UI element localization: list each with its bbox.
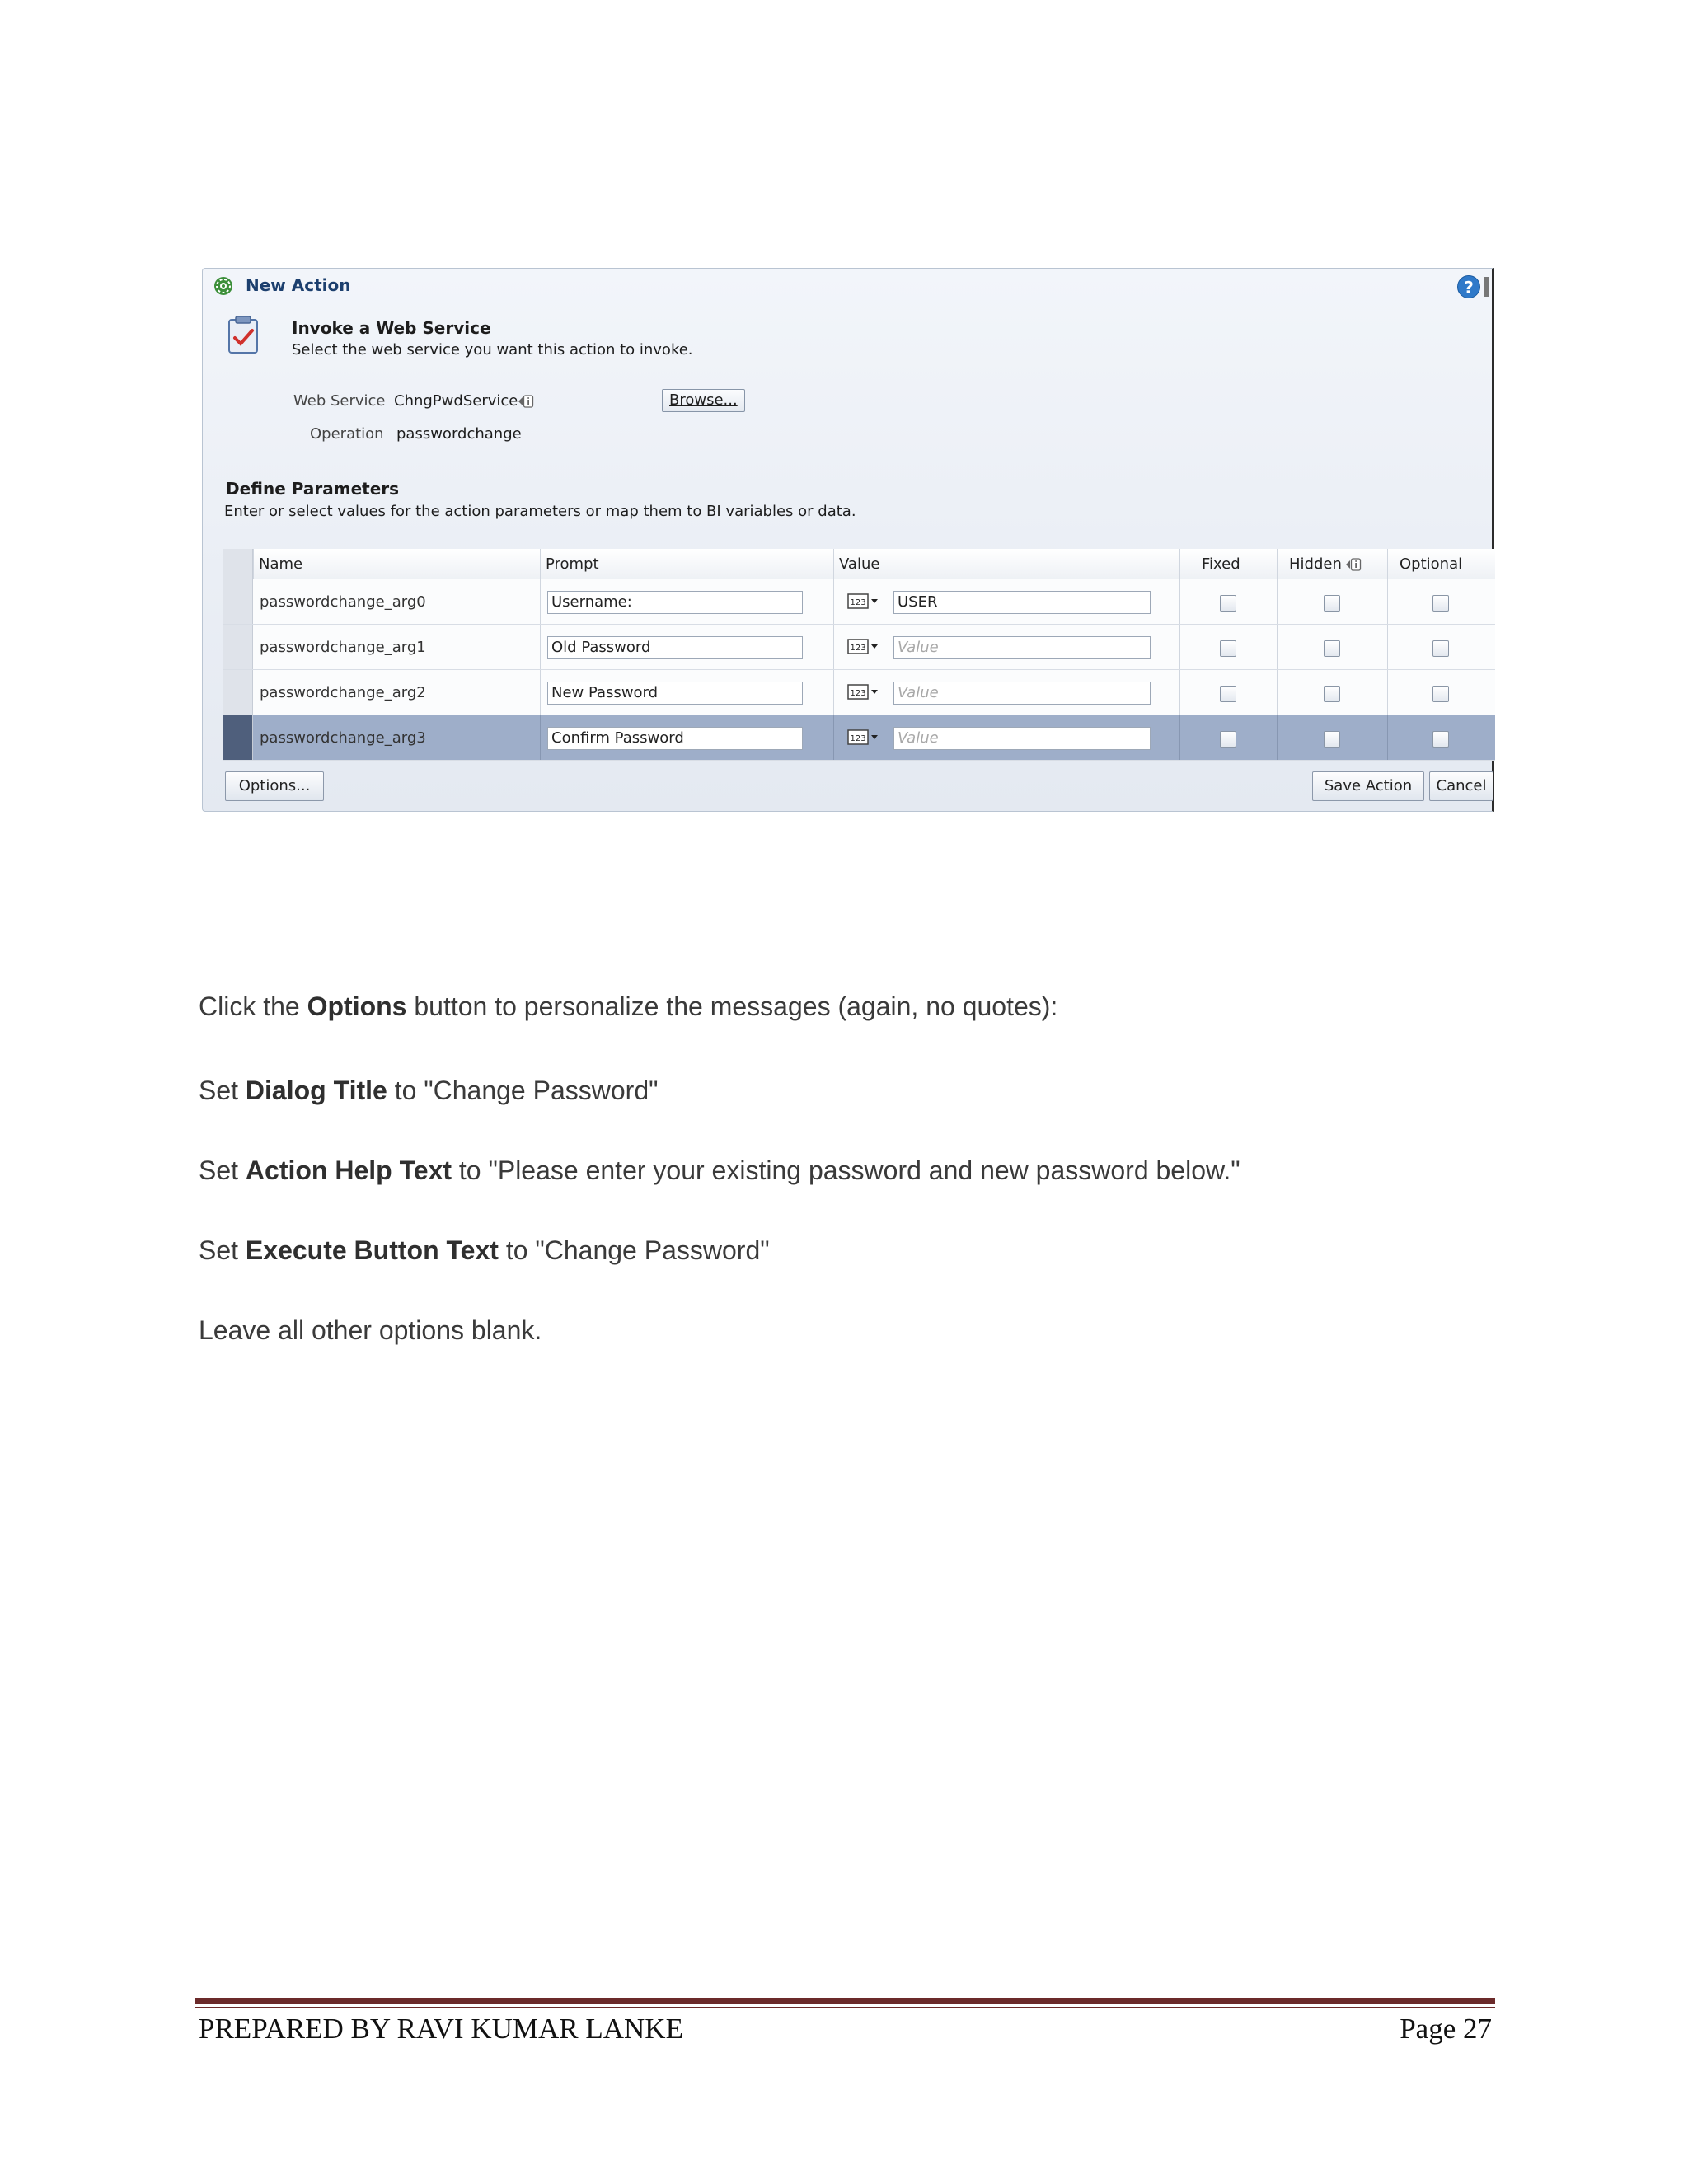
fixed-checkbox[interactable] xyxy=(1220,640,1236,657)
prompt-input[interactable]: Username: xyxy=(547,591,803,614)
row-header[interactable] xyxy=(223,670,253,715)
prompt-input[interactable]: New Password xyxy=(547,682,803,705)
value-type-dropdown-icon[interactable] xyxy=(847,729,880,747)
web-service-value: ChngPwdService xyxy=(394,392,518,410)
operation-label: Operation xyxy=(310,425,384,443)
svg-text:123: 123 xyxy=(850,598,866,607)
prompt-cell xyxy=(540,670,833,715)
column-header-optional[interactable]: Optional xyxy=(1387,549,1495,579)
options-button[interactable]: Options... xyxy=(225,771,324,801)
fixed-checkbox[interactable] xyxy=(1220,686,1236,702)
fixed-cell xyxy=(1179,625,1277,669)
name-cell: passwordchange_arg2 xyxy=(260,684,426,701)
footer-rule-thin xyxy=(195,2007,1495,2008)
browse-button[interactable]: Browse... xyxy=(662,389,745,412)
text-run: Set xyxy=(199,1235,246,1265)
text-run: Set xyxy=(199,1155,246,1185)
column-header-value[interactable]: Value xyxy=(833,549,1179,579)
optional-checkbox[interactable] xyxy=(1432,731,1449,748)
fixed-cell xyxy=(1179,715,1277,760)
name-cell: passwordchange_arg1 xyxy=(260,639,426,656)
column-header-hidden[interactable]: Hidden xyxy=(1277,549,1387,579)
value-cell xyxy=(833,579,1179,624)
text-run: Click the xyxy=(199,991,307,1021)
optional-cell xyxy=(1387,670,1495,715)
hidden-cell xyxy=(1277,579,1387,624)
row-header[interactable] xyxy=(223,715,253,760)
table-row[interactable] xyxy=(223,625,1495,670)
name-cell: passwordchange_arg0 xyxy=(260,593,426,611)
hidden-cell xyxy=(1277,715,1387,760)
gear-icon xyxy=(213,275,234,297)
table-header-row xyxy=(223,549,1495,579)
hidden-checkbox[interactable] xyxy=(1324,640,1340,657)
bold-term: Action Help Text xyxy=(245,1155,452,1185)
value-cell xyxy=(833,670,1179,715)
table-row[interactable] xyxy=(223,579,1495,625)
value-input[interactable]: Value xyxy=(893,682,1151,705)
section-title: Invoke a Web Service xyxy=(292,318,491,338)
instruction-dialog-title xyxy=(199,1076,658,1106)
instruction-help-text xyxy=(199,1155,1240,1186)
value-cell xyxy=(833,625,1179,669)
optional-cell xyxy=(1387,715,1495,760)
params-title: Define Parameters xyxy=(226,479,400,499)
bold-term: Dialog Title xyxy=(245,1076,387,1105)
hidden-checkbox[interactable] xyxy=(1324,595,1340,612)
page-number: Page 27 xyxy=(1400,2013,1492,2045)
new-action-dialog xyxy=(202,268,1494,812)
fixed-checkbox[interactable] xyxy=(1220,595,1236,612)
svg-text:123: 123 xyxy=(850,689,866,698)
cancel-button[interactable]: Cancel xyxy=(1429,771,1493,801)
info-icon[interactable] xyxy=(1345,557,1362,572)
text-run: button to personalize the messages (again, no quotes): xyxy=(406,991,1058,1021)
document-check-icon xyxy=(227,316,260,354)
section-subtitle: Select the web service you want this action to invoke. xyxy=(292,341,693,359)
column-header-prompt[interactable]: Prompt xyxy=(540,549,833,579)
value-input[interactable]: Value xyxy=(893,636,1151,659)
hidden-cell xyxy=(1277,670,1387,715)
prompt-input[interactable]: Old Password xyxy=(547,636,803,659)
dialog-title: New Action xyxy=(246,275,351,295)
optional-cell xyxy=(1387,625,1495,669)
row-header-corner xyxy=(223,549,253,579)
footer-rule xyxy=(195,1998,1495,2004)
info-icon[interactable] xyxy=(518,394,534,409)
prompt-input[interactable]: Confirm Password xyxy=(547,727,803,750)
window-edge-icon xyxy=(1484,277,1489,297)
text-run: to "Change Password" xyxy=(387,1076,659,1105)
column-header-name[interactable]: Name xyxy=(253,549,540,579)
prompt-cell xyxy=(540,625,833,669)
value-type-dropdown-icon[interactable] xyxy=(847,638,880,656)
name-cell: passwordchange_arg3 xyxy=(260,729,426,747)
text-run: to "Please enter your existing password and new password below." xyxy=(452,1155,1240,1185)
fixed-checkbox[interactable] xyxy=(1220,731,1236,748)
fixed-cell xyxy=(1179,579,1277,624)
table-row[interactable] xyxy=(223,670,1495,715)
optional-checkbox[interactable] xyxy=(1432,686,1449,702)
hidden-checkbox[interactable] xyxy=(1324,731,1340,748)
value-input[interactable]: USER xyxy=(893,591,1151,614)
svg-text:123: 123 xyxy=(850,734,866,743)
hidden-cell xyxy=(1277,625,1387,669)
footer-author: PREPARED BY RAVI KUMAR LANKE xyxy=(199,2013,683,2045)
instruction-leave-blank: Leave all other options blank. xyxy=(199,1315,542,1345)
svg-text:123: 123 xyxy=(850,644,866,653)
text-run: Set xyxy=(199,1076,246,1105)
hidden-checkbox[interactable] xyxy=(1324,686,1340,702)
optional-cell xyxy=(1387,579,1495,624)
instruction-execute-button xyxy=(199,1235,770,1266)
value-cell xyxy=(833,715,1179,760)
web-service-label: Web Service xyxy=(293,392,386,410)
bold-term: Execute Button Text xyxy=(245,1235,499,1265)
instruction-options xyxy=(199,991,1057,1022)
optional-checkbox[interactable] xyxy=(1432,595,1449,612)
parameters-table xyxy=(223,549,1495,762)
row-header[interactable] xyxy=(223,579,253,624)
value-input[interactable]: Value xyxy=(893,727,1151,750)
help-icon[interactable]: ? xyxy=(1457,275,1480,298)
column-header-fixed[interactable]: Fixed xyxy=(1179,549,1277,579)
prompt-cell xyxy=(540,579,833,624)
value-type-dropdown-icon[interactable] xyxy=(847,683,880,701)
value-type-dropdown-icon[interactable] xyxy=(847,593,880,611)
row-header[interactable] xyxy=(223,625,253,669)
bold-term: Options xyxy=(307,991,407,1021)
operation-value: passwordchange xyxy=(396,425,522,443)
save-action-button[interactable]: Save Action xyxy=(1312,771,1424,801)
text-run: to "Change Password" xyxy=(498,1235,770,1265)
params-subtitle: Enter or select values for the action parameters or map them to BI variables or data. xyxy=(224,503,856,520)
prompt-cell xyxy=(540,715,833,760)
table-row-selected[interactable] xyxy=(223,715,1495,761)
optional-checkbox[interactable] xyxy=(1432,640,1449,657)
fixed-cell xyxy=(1179,670,1277,715)
